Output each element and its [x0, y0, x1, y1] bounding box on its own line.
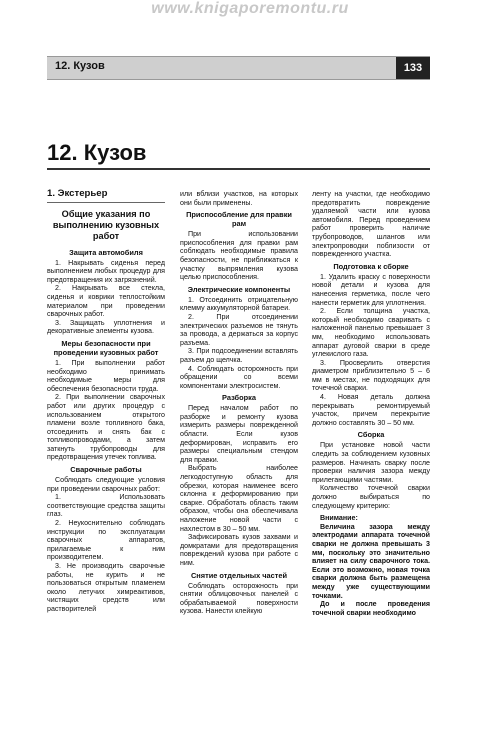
heading-protection: Защита автомобиля [69, 247, 143, 257]
header-title: 12. Кузов [55, 60, 105, 72]
paragraph: или вблизи участков, на которых они были применены. [180, 190, 298, 207]
paragraph: При использовании приспособления для правки рам соблюдать необходимые правила безопасности, не приближаться к участку выпрямления кузова целью приспособления. [180, 230, 298, 282]
section-title: 1. Экстерьер [47, 188, 108, 199]
section-rule [47, 202, 165, 203]
paragraph: ленту на участки, где необходимо предотвратить повреждение удаляемой части или кузова автомобиля. Перед проведением работ проверить наличие трубопроводов, шлангов или электропроводки поблизости от поврежденного участка. [312, 190, 430, 259]
paragraph: Перед началом работ по разборке и ремонту кузова измерить размеры поврежденной области. Если кузов деформирован, исправить его размеры специальным стендом для правки. [180, 404, 298, 464]
paragraph: 1. Использовать соответствующие средства защиты глаз. [47, 493, 165, 519]
paragraph: 3. Защищать уплотнения и декоративные элементы кузова. [47, 318, 165, 336]
paragraph: 1. При выполнении работ необходимо принимать необходимые меры для обеспечения безопасности труда. [47, 358, 165, 393]
warning-text: Величина зазора между электродами аппарата точечной сварки не должна превышать 3 мм, поскольку это значительно влияет на силу сварочного тока. Если это возможно, новая точка сварки должна быть размещена между уже существующими точками. [312, 522, 430, 600]
heading-safety: Меры безопасности при проведении кузовных работ [53, 338, 159, 357]
paragraph: 3. Просверлить отверстия диаметром приблизительно 5 – 6 мм в местах, не подходящих для точечной сварки. [312, 358, 430, 393]
paragraph: 3. Не производить сварочные работы, не курить и не пользоваться открытым пламенем около летучих химреактивов, чистящих средств или растворителей [47, 562, 165, 613]
paragraph: Количество точечной сварки должно выбираться по следующему критерию: [312, 484, 430, 510]
paragraph: 2. Неукоснительно соблюдать инструкции по эксплуатации сварочных аппаратов, прилагаемые к ним производителем. [47, 519, 165, 562]
heading-preparation: Подготовка к сборке [333, 261, 409, 271]
paragraph: Зафиксировать кузов захвами и домкратами для предотвращения повреждений кузова при работе с ним. [180, 533, 298, 567]
paragraph: 2. Накрывать все стекла, сиденья и коврики теплостойким материалом при проведении сварочных работ. [47, 284, 165, 319]
paragraph: 4. Новая деталь должна перекрывать ремонтируемый участок, причем перекрытие должно составлять 30 – 50 мм. [312, 393, 430, 427]
chapter-rule [47, 168, 430, 170]
paragraph: Соблюдать осторожность при снятии облицовочных панелей с обрабатываемой поверхности кузова. Нанести клейкую [180, 581, 298, 616]
column-2 [180, 190, 298, 616]
heading-removal: Снятие отдельных частей [190, 570, 288, 580]
heading-electrical: Электрические компоненты [187, 284, 291, 294]
heading-welding: Сварочные работы [70, 465, 142, 475]
warning-title: Внимание: [320, 514, 358, 523]
paragraph: 2. Если толщина участка, который необходимо сваривать с наложенной панелью превышает 3 мм, необходимо использовать аппарат дуговой сварки в среде углекислого газа. [312, 307, 430, 359]
column-3 [312, 190, 430, 617]
running-header [47, 56, 430, 80]
paragraph: 1. Отсоединить отрицательную клемму аккумуляторной батареи. [180, 295, 298, 313]
heading-disassembly: Разборка [222, 393, 256, 403]
paragraph: 1. Удалить краску с поверхности новой детали и кузова для нанесения герметика, после чего нанести герметик для уплотнения. [312, 272, 430, 307]
main-heading: Общие указания по выполнению кузовных работ [52, 208, 160, 241]
page-number: 133 [396, 57, 430, 79]
heading-assembly: Сборка [357, 430, 385, 440]
watermark-text: www.knigaporemontu.ru [151, 0, 349, 17]
paragraph: 1. Накрывать сиденья перед выполнением любых процедур для предотвращения их загрязнений. [47, 258, 165, 284]
chapter-title: 12. Кузов [47, 140, 147, 165]
heading-fixture: Приспособление для правки рам [186, 210, 292, 229]
paragraph: Соблюдать следующие условия при проведении сварочных работ: [47, 476, 165, 493]
paragraph: Выбрать наиболее легкодоступную область для обрезки, которая наименее всего склонна к деформированию при сварке. Обработать область таким образом, чтобы она обеспечивала наложение новой части с нахлестом в 30 – 50 мм. [180, 464, 298, 533]
paragraph: 3. При подсоединении вставлять разъем до щелчка. [180, 347, 298, 364]
column-1 [47, 190, 165, 614]
paragraph: При установке новой части следить за соблюдением кузовных размеров. Начинать сварку после проверки наличия зазора между прилегающими частями. [312, 441, 430, 484]
paragraph: 4. Соблюдать осторожность при обращении со всеми компонентами электросистем. [180, 364, 298, 390]
paragraph: 2. При отсоединении электрических разъемов не тянуть за провода, а держаться за корпус разъема. [180, 312, 298, 347]
paragraph: 2. При выполнении сварочных работ или других процедур с использованием открытого пламени возле топливного бака, отсоединить и снять бак с топливопроводами, а затем заткнуть трубопроводы для предотвращения утечек топлива. [47, 393, 165, 462]
warning-text: До и после проведения точечной сварки необходимо [312, 600, 430, 617]
